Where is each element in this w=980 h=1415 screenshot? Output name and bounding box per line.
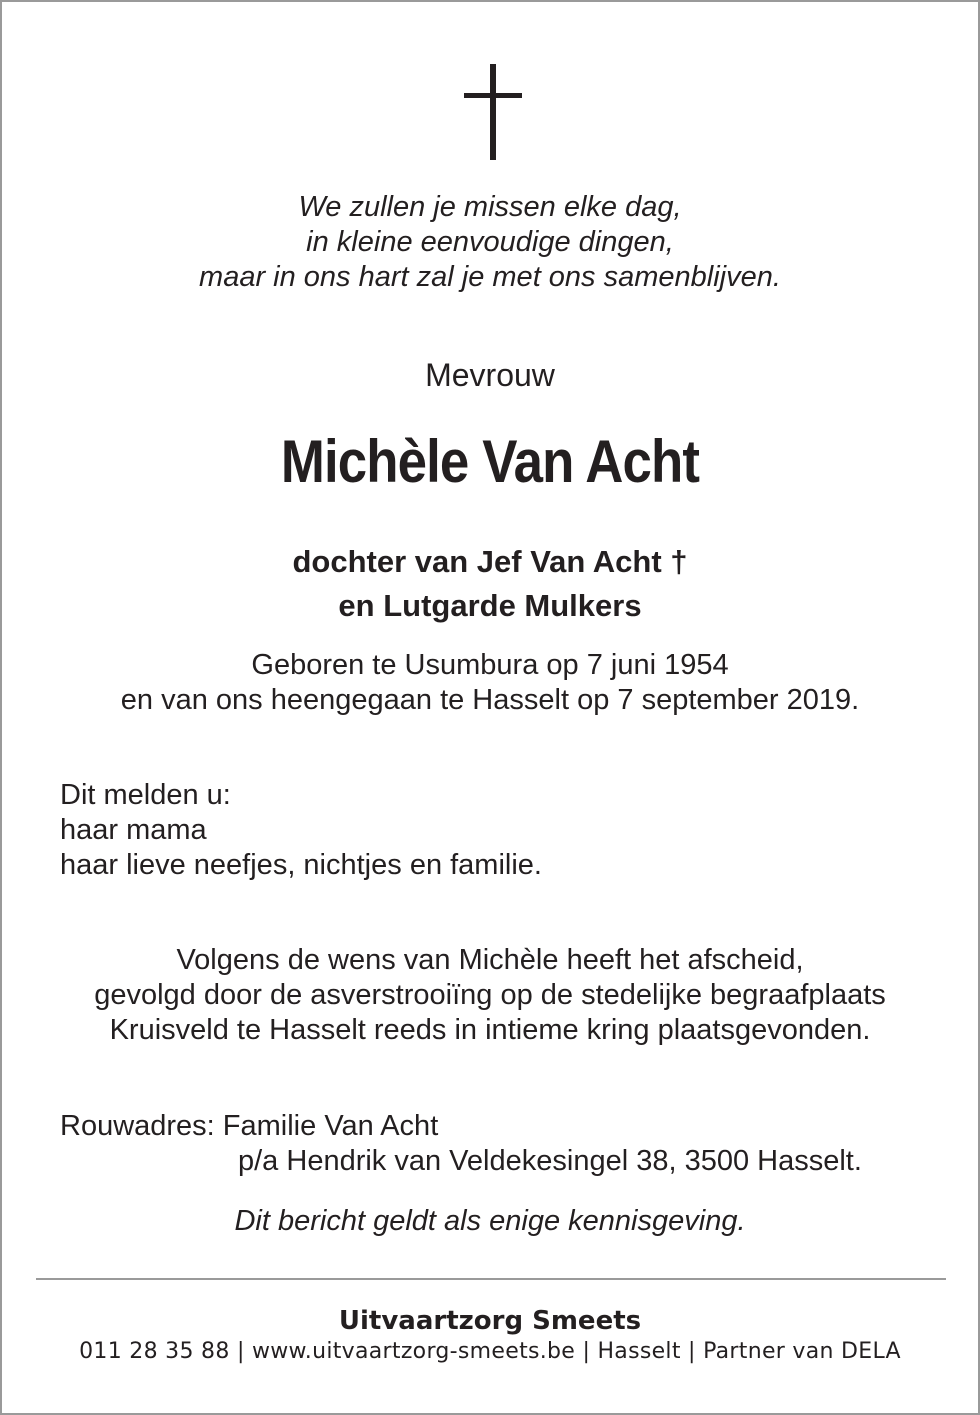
honorific: Mevrouw [425, 357, 555, 393]
parents-line: dochter van Jef Van Acht † [292, 544, 688, 579]
mention-line: haar mama [60, 814, 207, 846]
farewell-line: Kruisveld te Hasselt reeds in intieme kring plaatsgevonden. [109, 1014, 871, 1046]
cross-icon [464, 64, 522, 160]
farewell-text [2, 943, 978, 1048]
funeral-home-contact: 011 28 35 88 | www.uitvaartzorg-smeets.be | Hasselt | Partner van DELA [79, 1339, 901, 1364]
death-line: en van ons heengegaan te Hasselt op 7 september 2019. [120, 684, 860, 716]
mention-line: haar lieve neefjes, nichtjes en familie. [60, 849, 542, 881]
mention-block [60, 778, 542, 883]
mention-line: Dit melden u: [60, 779, 231, 811]
poem-line: maar in ons hart zal je met ons samenblijven. [199, 261, 781, 293]
parents-line: en Lutgarde Mulkers [338, 588, 642, 623]
deceased-name: Michèle Van Acht [280, 428, 700, 495]
poem-line: We zullen je missen elke dag, [298, 191, 682, 223]
mourning-address-street: p/a Hendrik van Veldekesingel 38, 3500 Hasselt. [238, 1145, 862, 1177]
footer-divider [36, 1278, 946, 1280]
farewell-line: gevolgd door de asverstrooiïng op de stedelijke begraafplaats [94, 979, 886, 1011]
notice-text: Dit bericht geldt als enige kennisgeving. [234, 1205, 746, 1237]
life-dates [2, 648, 978, 718]
farewell-line: Volgens de wens van Michèle heeft het afscheid, [176, 944, 804, 976]
funeral-home-name: Uitvaartzorg Smeets [338, 1306, 642, 1336]
parents [2, 540, 978, 628]
birth-line: Geboren te Usumbura op 7 juni 1954 [251, 649, 729, 681]
poem-line: in kleine eenvoudige dingen, [306, 226, 674, 258]
mourning-address-label: Rouwadres: Familie Van Acht [60, 1110, 439, 1142]
poem [2, 190, 978, 295]
